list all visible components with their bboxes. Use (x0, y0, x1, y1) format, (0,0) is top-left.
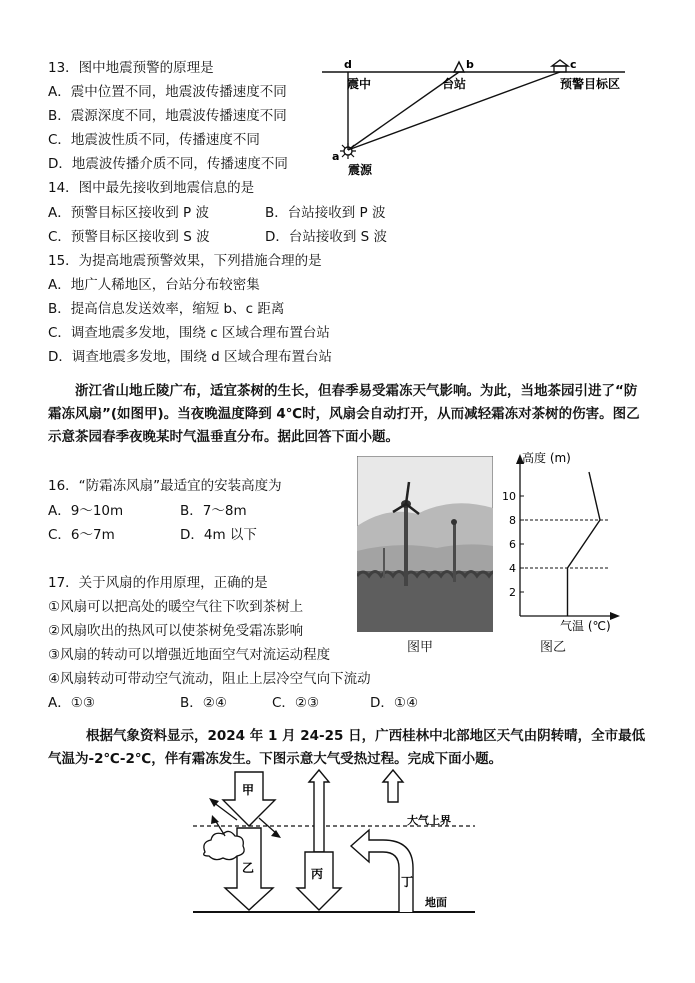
arrow-jia-icon (223, 772, 275, 826)
label-ground: 地面 (425, 896, 447, 909)
q13-option-d[interactable]: D．地震波传播介质不同，传播速度不同 (48, 156, 288, 172)
y-tick-label: 10 (502, 490, 516, 503)
x-axis-arrow-icon (610, 612, 620, 620)
label-jia: 甲 (242, 783, 255, 797)
q13-option-a[interactable]: A．震中位置不同，地震波传播速度不同 (48, 84, 287, 100)
atmospheric-heating-diagram (185, 768, 485, 918)
label-target-zone: 预警目标区 (560, 77, 621, 91)
q14-option-c[interactable]: C．预警目标区接收到 S 波 (48, 229, 210, 245)
q15-option-b[interactable]: B．提高信息发送效率，缩短 b、c 距离 (48, 301, 285, 317)
q17-option-a[interactable]: A．①③ (48, 695, 95, 711)
q14-stem: 14．图中最先接收到地震信息的是 (48, 180, 255, 196)
fig-yi-caption: 图乙 (540, 640, 567, 655)
q14-option-a[interactable]: A．预警目标区接收到 P 波 (48, 205, 209, 221)
y-tick-label: 8 (509, 514, 516, 527)
q17-stem: 17．关于风扇的作用原理，正确的是 (48, 575, 268, 591)
temperature-profile-chart (498, 452, 628, 634)
y-tick-label: 4 (509, 562, 516, 575)
q15-option-d[interactable]: D．调查地震多发地，围绕 d 区域合理布置台站 (48, 349, 333, 365)
cloud-icon (204, 831, 244, 859)
x-axis-title: 气温 (℃) (560, 619, 611, 633)
arrow-bing-down-icon (297, 852, 341, 910)
fig-jia-caption: 图甲 (407, 640, 434, 655)
label-focus: 震源 (348, 163, 373, 177)
label-station: 台站 (442, 77, 467, 91)
y-axis-title: 高度 (m) (522, 452, 571, 465)
q15-stem: 15．为提高地震预警效果，下列措施合理的是 (48, 253, 322, 269)
q16-option-b[interactable]: B．7～8m (180, 503, 247, 519)
label-point-c: c (570, 58, 577, 71)
q14-option-d[interactable]: D．台站接收到 S 波 (265, 229, 388, 245)
fan-photo-figure (357, 456, 493, 632)
q17-statement-1: ①风扇可以把高处的暖空气往下吹到茶树上 (48, 599, 304, 615)
q13-option-c[interactable]: C．地震波性质不同，传播速度不同 (48, 132, 260, 148)
label-upper-boundary: 大气上界 (407, 814, 451, 827)
earthquake-warning-diagram (320, 56, 630, 178)
scatter-arrow-right (259, 818, 277, 834)
label-epicenter: 震中 (347, 77, 372, 91)
fan-pole-far (453, 522, 456, 582)
q15-option-a[interactable]: A．地广人稀地区，台站分布较密集 (48, 277, 260, 293)
q17-statement-2: ②风扇吹出的热风可以使茶树免受霜冻影响 (48, 623, 304, 639)
house-body (554, 66, 566, 72)
passage-guilin-frost: 根据气象资料显示，2024 年 1 月 24-25 日，广西桂林中北部地区天气由阴转晴，全市最低气温为-2℃-2℃，伴有霜冻发生。下图示意大气受热过程。完成下面小题。 (48, 728, 646, 767)
q17-statement-3: ③风扇的转动可以增强近地面空气对流运动程度 (48, 647, 331, 663)
y-tick-label: 6 (509, 538, 516, 551)
q17-option-c[interactable]: C．②③ (272, 695, 320, 711)
house-icon (552, 60, 568, 66)
station-triangle-icon (454, 62, 464, 72)
label-bing: 丙 (311, 867, 324, 881)
label-ding: 丁 (401, 875, 414, 889)
q16-stem: 16．“防霜冻风扇”最适宜的安装高度为 (48, 478, 282, 494)
y-tick-label: 2 (509, 586, 516, 599)
q16-option-d[interactable]: D．4m 以下 (180, 527, 257, 543)
passage-tea-frost: 浙江省山地丘陵广布，适宜茶树的生长，但春季易受霜冻天气影响。为此，当地茶园引进了“防霜冻风扇”(如图甲)。当夜晚温度降到 4℃时，风扇会自动打开，从而减轻霜冻对茶树的伤害。图乙示意茶园春季夜晚某时气温垂直分布。据此回答下面小题。 (48, 383, 640, 445)
q13-stem: 13．图中地震预警的原理是 (48, 60, 214, 76)
temperature-series-line (568, 472, 601, 616)
q14-option-b[interactable]: B．台站接收到 P 波 (265, 205, 386, 221)
arrow-ding-icon (351, 830, 413, 912)
q17-statement-4: ④风扇转动可带动空气流动，阻止上层冷空气向下流动 (48, 671, 371, 687)
tea-bushes (357, 571, 493, 632)
q15-option-c[interactable]: C．调查地震多发地，围绕 c 区域合理布置台站 (48, 325, 330, 341)
fan-pole (404, 506, 408, 586)
q17-option-b[interactable]: B．②④ (180, 695, 227, 711)
arrow-bing-up-icon (309, 770, 329, 852)
q16-option-c[interactable]: C．6～7m (48, 527, 115, 543)
label-point-a: a (332, 150, 340, 163)
label-point-d: d (344, 58, 352, 71)
label-yi: 乙 (242, 861, 255, 875)
arrow-ding-top-icon (383, 770, 403, 802)
q16-option-a[interactable]: A．9～10m (48, 503, 124, 519)
q13-option-b[interactable]: B．震源深度不同，地震波传播速度不同 (48, 108, 287, 124)
focus-burst-icon (340, 143, 356, 159)
label-point-b: b (466, 58, 474, 71)
q17-option-d[interactable]: D．①④ (370, 695, 419, 711)
